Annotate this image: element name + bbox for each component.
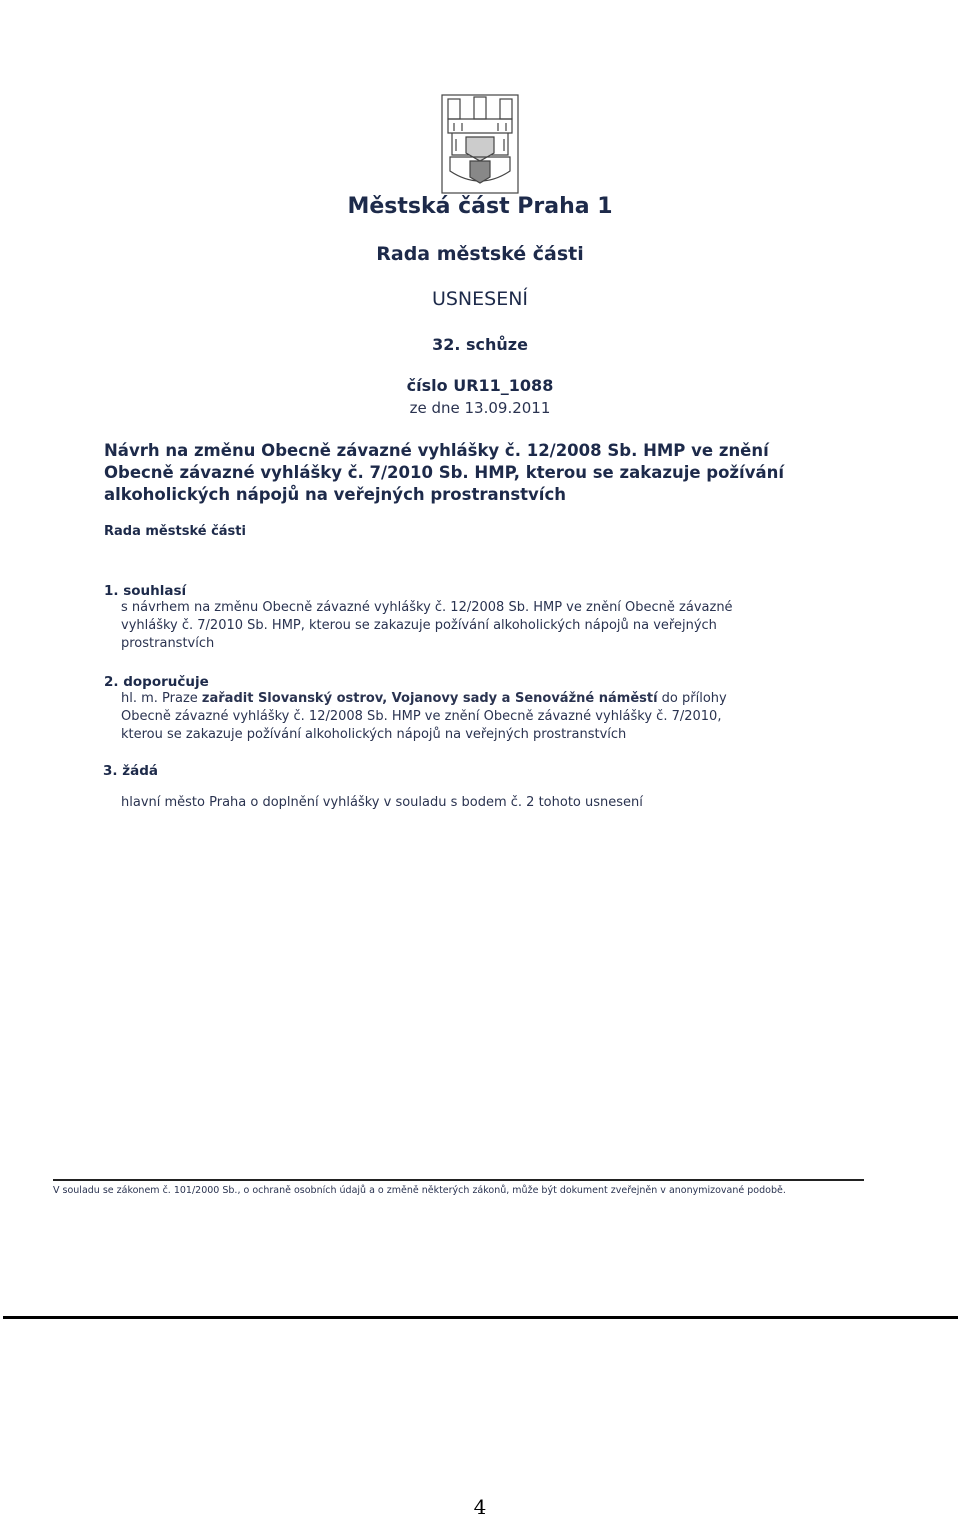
resolution-date: ze dne 13.09.2011 <box>409 399 551 417</box>
coat-of-arms-icon <box>440 93 520 195</box>
resolution-number: číslo UR11_1088 <box>406 376 554 395</box>
footer-divider <box>53 1179 864 1181</box>
subject-line: Obecně závazné vyhlášky č. 7/2010 Sb. HMP, kterou se zakazuje požívání <box>104 463 784 482</box>
council-name: Rada městské části <box>376 243 584 265</box>
point-2-line: kterou se zakazuje požívání alkoholických nápojů na veřejných prostranstvích <box>121 727 627 742</box>
page-title: Městská část Praha 1 <box>347 194 613 219</box>
resolution-subject <box>104 440 864 506</box>
body-label: Rada městské části <box>104 524 246 539</box>
subject-line: Návrh na změnu Obecně závazné vyhlášky č. 12/2008 Sb. HMP ve znění <box>104 441 769 460</box>
point-2-line1-post: do přílohy <box>657 691 727 706</box>
point-1-heading: 1. souhlasí <box>104 583 187 599</box>
subject-line: alkoholických nápojů na veřejných prostranstvích <box>104 485 566 504</box>
point-1-line: prostranstvích <box>121 636 215 651</box>
point-1-line: s návrhem na změnu Obecně závazné vyhlášky č. 12/2008 Sb. HMP ve znění Obecně závazné <box>121 600 733 615</box>
point-2-heading: 2. doporučuje <box>104 674 209 690</box>
page-divider <box>3 1316 958 1319</box>
footer-note: V souladu se zákonem č. 101/2000 Sb., o ochraně osobních údajů a o změně některých zákonů, může být dokument zveřejněn v anonymizované podobě. <box>53 1185 786 1196</box>
session-number: 32. schůze <box>432 335 528 354</box>
point-2-text <box>121 690 841 744</box>
point-2-line <box>121 690 841 708</box>
point-2-line1-pre: hl. m. Praze <box>121 691 202 706</box>
document-type: USNESENÍ <box>431 288 529 310</box>
point-1-line: vyhlášky č. 7/2010 Sb. HMP, kterou se zakazuje požívání alkoholických nápojů na veřejných <box>121 618 717 633</box>
point-3-text: hlavní město Praha o doplnění vyhlášky v souladu s bodem č. 2 tohoto usnesení <box>121 795 643 810</box>
point-2-line1-bold: zařadit Slovanský ostrov, Vojanovy sady a Senovážné náměstí <box>201 691 658 706</box>
point-1-text <box>121 599 841 653</box>
point-2-line: Obecně závazné vyhlášky č. 12/2008 Sb. HMP ve znění Obecně závazné vyhlášky č. 7/2010, <box>121 709 722 724</box>
page-number: 4 <box>473 1495 487 1519</box>
point-3-heading: 3. žádá <box>103 763 158 779</box>
